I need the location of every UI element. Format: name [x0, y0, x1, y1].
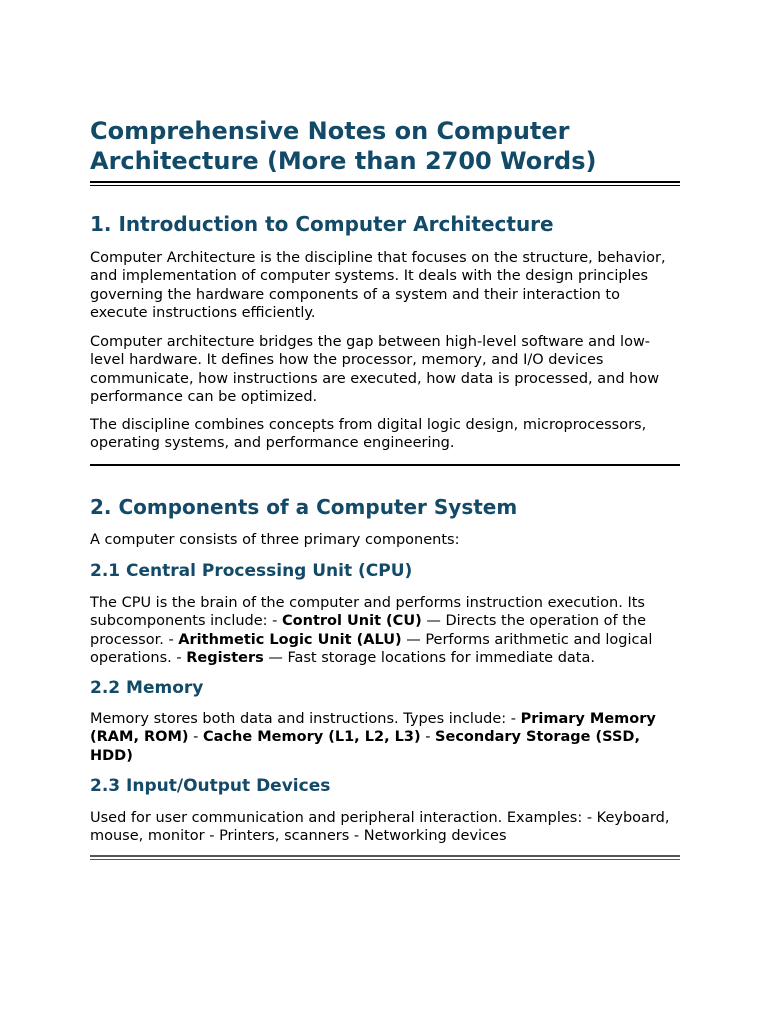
memory-heading: 2.2 Memory [90, 678, 204, 698]
section-divider [90, 464, 680, 466]
alu-desc: — Performs arithmetic and logical operations. - [90, 631, 653, 667]
section-1-heading: 1. Introduction to Computer Architecture [90, 212, 554, 236]
memory-paragraph [90, 710, 680, 765]
title-divider [90, 181, 680, 186]
io-heading: 2.3 Input/Output Devices [90, 776, 331, 796]
section-2-heading: 2. Components of a Computer System [90, 495, 518, 519]
cpu-heading: 2.1 Central Processing Unit (CPU) [90, 561, 413, 581]
memory-separator: - [420, 729, 436, 746]
alu-term: Arithmetic Logic Unit (ALU) [178, 631, 402, 648]
primary-memory-term: Primary Memory (RAM, ROM) [90, 711, 656, 746]
registers-term: Registers [186, 650, 264, 667]
bottom-divider [90, 855, 680, 860]
memory-separator: - [188, 729, 204, 746]
document-title: Comprehensive Notes on Computer Architecture (More than 2700 Words) [90, 117, 597, 175]
control-unit-term: Control Unit (CU) [282, 613, 422, 630]
cache-memory-term: Cache Memory (L1, L2, L3) [203, 729, 421, 746]
cpu-paragraph [90, 594, 680, 668]
section-1-paragraph-1: Computer Architecture is the discipline that focuses on the structure, behavior, and implementation of computer systems. It deals with the design principles governing the hardware components of a system and their interaction to execute instructions efficiently. [90, 250, 666, 322]
memory-lead: Memory stores both data and instructions. Types include: - [90, 711, 521, 727]
registers-desc: — Fast storage locations for immediate data. [263, 650, 595, 667]
section-1-paragraph-2: Computer architecture bridges the gap between high-level software and low-level hardware. It defines how the processor, memory, and I/O devices communicate, how instructions are executed, how data is processed, and how performance can be optimized. [90, 334, 660, 406]
io-paragraph: Used for user communication and peripheral interaction. Examples: - Keyboard, mouse, monitor - Printers, scanners - Networking devices [90, 810, 670, 845]
cpu-lead: The CPU is the brain of the computer and performs instruction execution. Its subcomponents include: - [90, 595, 645, 630]
section-2-intro: A computer consists of three primary components: [90, 532, 460, 548]
section-1-paragraph-3: The discipline combines concepts from digital logic design, microprocessors, operating systems, and performance engineering. [90, 417, 647, 452]
secondary-storage-term: Secondary Storage (SSD, HDD) [90, 729, 640, 764]
control-unit-desc: — Directs the operation of the processor. - [90, 613, 647, 648]
